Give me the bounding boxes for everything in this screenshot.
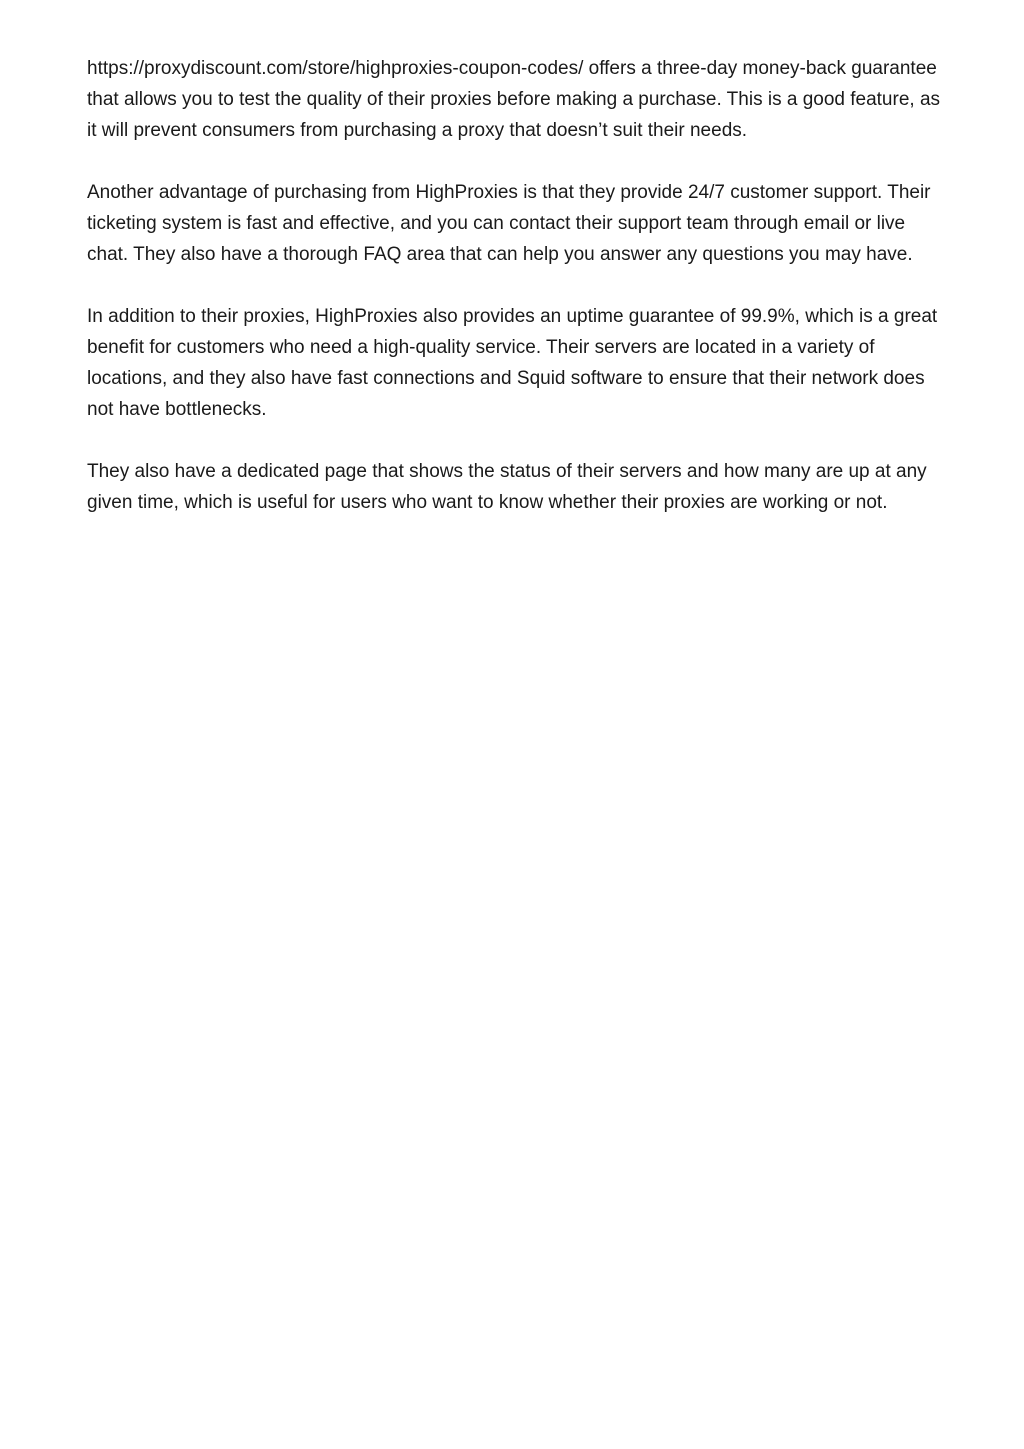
paragraph-uptime-guarantee: In addition to their proxies, HighProxies also provides an uptime guarantee of 99.9%, which is a great benefit for customers who need a high-quality service. Their servers are located in a variety of locations, and they also have fast connections and Squid software to ensure that their network does not have bottlenecks. [87,306,938,420]
paragraph-money-back-guarantee: https://proxydiscount.com/store/highproxies-coupon-codes/ offers a three-day money-back guarantee that allows you to test the quality of their proxies before making a purchase. This is a good feature, as it will prevent consumers from purchasing a proxy that doesn’t suit their needs. [87,58,941,141]
paragraph-server-status: They also have a dedicated page that shows the status of their servers and how many are up at any given time, which is useful for users who want to know whether their proxies are working or not. [87,461,927,513]
document-body [87,53,949,549]
paragraph-customer-support: Another advantage of purchasing from HighProxies is that they provide 24/7 customer support. Their ticketing system is fast and effective, and you can contact their support team through email or live chat. They also have a thorough FAQ area that can help you answer any questions you may have. [87,182,931,265]
